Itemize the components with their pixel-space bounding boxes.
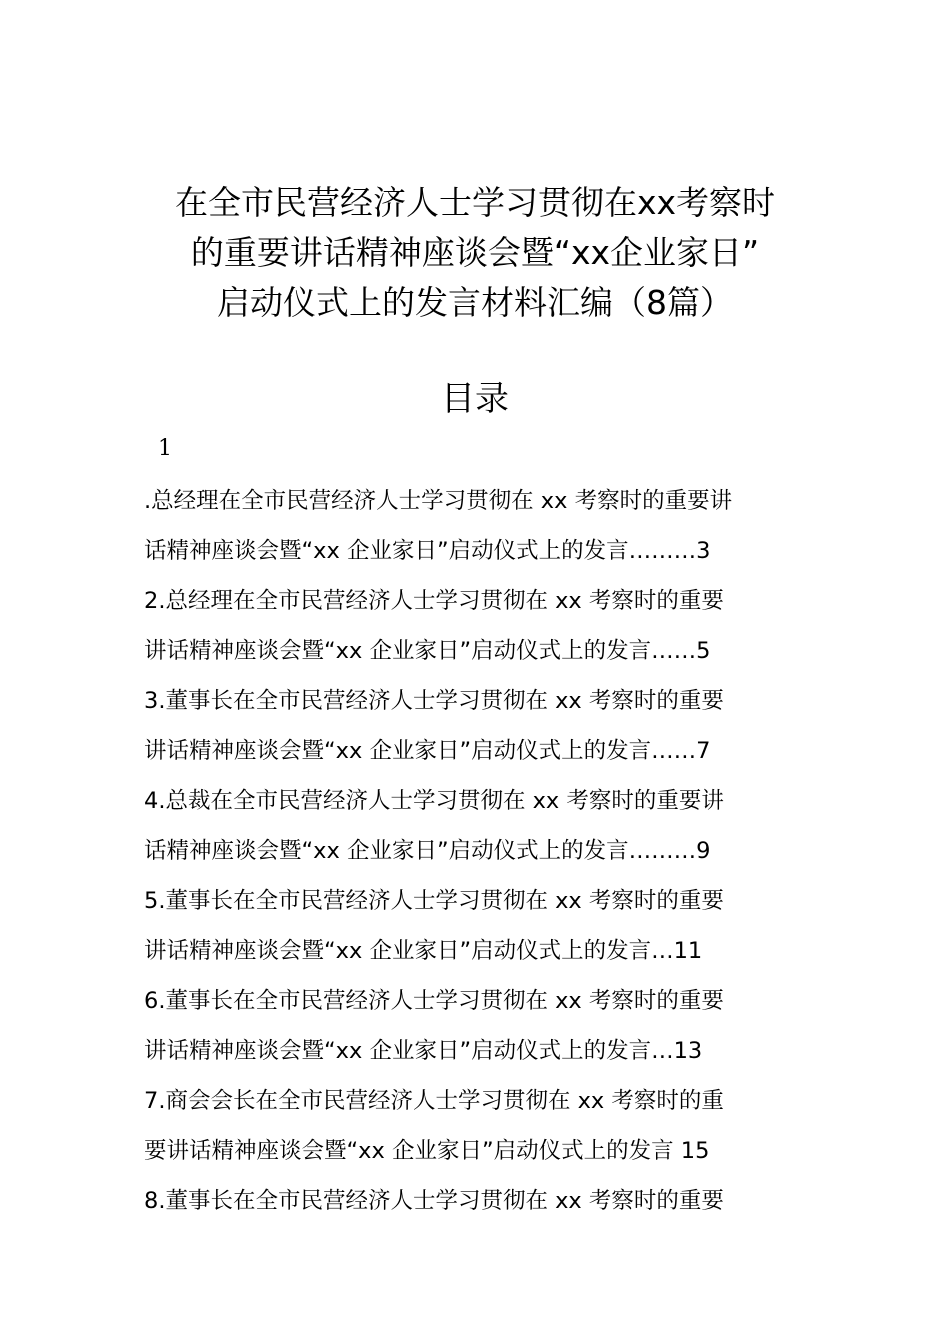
title-line-2: 的重要讲话精神座谈会暨“xx企业家日”	[190, 233, 760, 272]
toc-line[interactable]: .总经理在全市民营经济人士学习贯彻在 xx 考察时的重要讲	[144, 488, 733, 514]
toc-line[interactable]: 讲话精神座谈会暨“xx 企业家日”启动仪式上的发言…11	[144, 938, 703, 964]
toc-list	[144, 476, 814, 1226]
title-line-1: 在全市民营经济人士学习贯彻在xx考察时	[174, 183, 776, 222]
toc-line[interactable]: 7.商会会长在全市民营经济人士学习贯彻在 xx 考察时的重	[144, 1088, 724, 1114]
toc-line[interactable]: 5.董事长在全市民营经济人士学习贯彻在 xx 考察时的重要	[144, 888, 724, 914]
document-title	[100, 178, 850, 328]
toc-line[interactable]: 3.董事长在全市民营经济人士学习贯彻在 xx 考察时的重要	[144, 688, 724, 714]
toc-line[interactable]: 话精神座谈会暨“xx 企业家日”启动仪式上的发言………9	[144, 838, 711, 864]
toc-line[interactable]: 讲话精神座谈会暨“xx 企业家日”启动仪式上的发言……7	[144, 738, 711, 764]
toc-line[interactable]: 2.总经理在全市民营经济人士学习贯彻在 xx 考察时的重要	[144, 588, 724, 614]
toc-line[interactable]: 讲话精神座谈会暨“xx 企业家日”启动仪式上的发言…13	[144, 1038, 703, 1064]
toc-stray-number: 1	[158, 436, 172, 461]
toc-line[interactable]: 要讲话精神座谈会暨“xx 企业家日”启动仪式上的发言 15	[144, 1138, 710, 1164]
toc-line[interactable]: 讲话精神座谈会暨“xx 企业家日”启动仪式上的发言……5	[144, 638, 711, 664]
toc-line[interactable]: 4.总裁在全市民营经济人士学习贯彻在 xx 考察时的重要讲	[144, 788, 724, 814]
toc-line[interactable]: 6.董事长在全市民营经济人士学习贯彻在 xx 考察时的重要	[144, 988, 724, 1014]
toc-line[interactable]: 话精神座谈会暨“xx 企业家日”启动仪式上的发言………3	[144, 538, 711, 564]
title-line-3: 启动仪式上的发言材料汇编（8篇）	[217, 283, 733, 322]
toc-line[interactable]: 8.董事长在全市民营经济人士学习贯彻在 xx 考察时的重要	[144, 1188, 724, 1214]
toc-heading: 目录	[441, 379, 509, 419]
